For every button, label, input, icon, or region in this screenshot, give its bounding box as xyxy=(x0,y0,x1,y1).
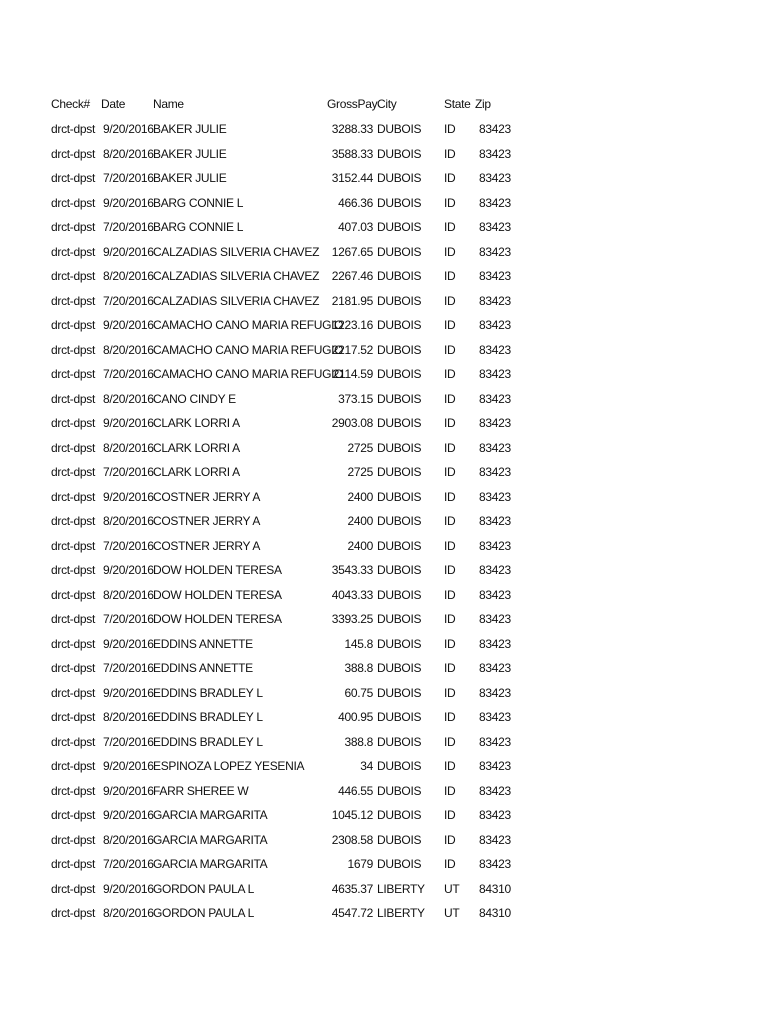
cell-state: UT xyxy=(444,906,460,920)
cell-state: ID xyxy=(444,489,456,504)
cell-name: FARR SHEREE W xyxy=(153,783,249,798)
cell-date: 8/20/2016 xyxy=(103,832,154,847)
table-row xyxy=(0,338,770,362)
table-row xyxy=(0,411,770,435)
cell-state: ID xyxy=(444,857,456,871)
cell-zip: 83423 xyxy=(479,171,511,185)
cell-state: ID xyxy=(444,367,456,381)
cell-grosspay: 400.95 xyxy=(338,710,373,724)
cell-grosspay: 4547.72 xyxy=(331,906,373,920)
cell-name: EDDINS BRADLEY L xyxy=(153,710,263,724)
cell-name: EDDINS BRADLEY L xyxy=(153,734,263,749)
table-row xyxy=(0,803,770,827)
cell-date: 8/20/2016 xyxy=(103,906,154,920)
header-city: City xyxy=(377,97,397,111)
cell-state: ID xyxy=(444,146,456,161)
header-name: Name xyxy=(153,97,184,111)
cell-state: ID xyxy=(444,563,456,577)
table-row xyxy=(0,313,770,337)
cell-check: drct-dpst xyxy=(51,293,95,308)
cell-city: DUBOIS xyxy=(377,465,422,479)
cell-date: 9/20/2016 xyxy=(103,489,154,504)
header-date: Date xyxy=(101,97,126,111)
cell-city: DUBOIS xyxy=(377,636,422,651)
cell-check: drct-dpst xyxy=(51,661,95,675)
cell-grosspay: 407.03 xyxy=(338,220,373,234)
cell-state: ID xyxy=(444,220,456,234)
cell-state: ID xyxy=(444,832,456,847)
table-row xyxy=(0,558,770,582)
cell-zip: 83423 xyxy=(479,244,511,259)
table-row xyxy=(0,240,770,264)
cell-check: drct-dpst xyxy=(51,318,95,332)
cell-grosspay: 2725 xyxy=(347,465,373,479)
cell-zip: 83423 xyxy=(479,710,511,724)
cell-name: DOW HOLDEN TERESA xyxy=(153,563,282,577)
cell-grosspay: 373.15 xyxy=(338,391,373,406)
table-row xyxy=(0,509,770,533)
cell-state: ID xyxy=(444,661,456,675)
cell-zip: 83423 xyxy=(479,832,511,847)
cell-date: 7/20/2016 xyxy=(103,857,154,871)
cell-name: EDDINS ANNETTE xyxy=(153,636,253,651)
cell-check: drct-dpst xyxy=(51,122,95,136)
cell-grosspay: 1267.65 xyxy=(331,244,373,259)
cell-check: drct-dpst xyxy=(51,538,95,553)
cell-city: DUBOIS xyxy=(377,244,422,259)
cell-grosspay: 2400 xyxy=(347,489,373,504)
cell-zip: 83423 xyxy=(479,391,511,406)
cell-grosspay: 2181.95 xyxy=(331,293,373,308)
table-row xyxy=(0,779,770,803)
cell-zip: 83423 xyxy=(479,759,511,773)
cell-grosspay: 2267.46 xyxy=(331,269,373,283)
cell-zip: 83423 xyxy=(479,440,511,455)
cell-date: 9/20/2016 xyxy=(103,416,154,430)
cell-check: drct-dpst xyxy=(51,367,95,381)
cell-city: DUBOIS xyxy=(377,489,422,504)
cell-name: BARG CONNIE L xyxy=(153,195,244,210)
cell-state: ID xyxy=(444,734,456,749)
cell-city: DUBOIS xyxy=(377,563,422,577)
cell-state: ID xyxy=(444,685,456,700)
cell-zip: 83423 xyxy=(479,612,511,626)
cell-grosspay: 34 xyxy=(360,759,373,773)
table-row xyxy=(0,877,770,901)
cell-check: drct-dpst xyxy=(51,465,95,479)
cell-city: DUBOIS xyxy=(377,416,422,430)
cell-date: 8/20/2016 xyxy=(103,440,154,455)
cell-state: ID xyxy=(444,171,456,185)
cell-zip: 83423 xyxy=(479,587,511,602)
cell-date: 7/20/2016 xyxy=(103,171,154,185)
cell-zip: 83423 xyxy=(479,857,511,871)
cell-date: 9/20/2016 xyxy=(103,808,154,822)
cell-date: 7/20/2016 xyxy=(103,465,154,479)
cell-state: ID xyxy=(444,612,456,626)
cell-date: 9/20/2016 xyxy=(103,783,154,798)
cell-city: DUBOIS xyxy=(377,318,422,332)
table-row xyxy=(0,754,770,778)
cell-zip: 83423 xyxy=(479,146,511,161)
cell-zip: 83423 xyxy=(479,489,511,504)
cell-state: ID xyxy=(444,244,456,259)
cell-name: COSTNER JERRY A xyxy=(153,538,261,553)
cell-city: DUBOIS xyxy=(377,759,422,773)
cell-city: DUBOIS xyxy=(377,122,422,136)
cell-check: drct-dpst xyxy=(51,563,95,577)
cell-name: CAMACHO CANO MARIA REFUGIO xyxy=(153,342,344,357)
cell-name: CLARK LORRI A xyxy=(153,465,240,479)
cell-state: ID xyxy=(444,783,456,798)
cell-name: GORDON PAULA L xyxy=(153,881,254,896)
cell-check: drct-dpst xyxy=(51,489,95,504)
cell-date: 8/20/2016 xyxy=(103,514,154,528)
cell-grosspay: 1045.12 xyxy=(331,808,373,822)
cell-date: 7/20/2016 xyxy=(103,293,154,308)
cell-city: DUBOIS xyxy=(377,342,422,357)
cell-state: ID xyxy=(444,195,456,210)
cell-zip: 83423 xyxy=(479,318,511,332)
cell-state: ID xyxy=(444,808,456,822)
cell-state: ID xyxy=(444,514,456,528)
cell-city: DUBOIS xyxy=(377,612,422,626)
cell-name: EDDINS BRADLEY L xyxy=(153,685,263,700)
cell-zip: 83423 xyxy=(479,783,511,798)
table-row xyxy=(0,142,770,166)
cell-city: LIBERTY xyxy=(377,906,425,920)
cell-check: drct-dpst xyxy=(51,269,95,283)
cell-date: 9/20/2016 xyxy=(103,636,154,651)
cell-check: drct-dpst xyxy=(51,808,95,822)
cell-name: CANO CINDY E xyxy=(153,391,236,406)
cell-city: DUBOIS xyxy=(377,367,422,381)
cell-name: CALZADIAS SILVERIA CHAVEZ xyxy=(153,293,320,308)
cell-zip: 83423 xyxy=(479,293,511,308)
cell-grosspay: 4635.37 xyxy=(331,881,373,896)
cell-grosspay: 1223.16 xyxy=(331,318,373,332)
cell-zip: 83423 xyxy=(479,195,511,210)
cell-date: 8/20/2016 xyxy=(103,269,154,283)
header-state: State xyxy=(444,97,471,111)
cell-city: DUBOIS xyxy=(377,783,422,798)
cell-date: 7/20/2016 xyxy=(103,367,154,381)
cell-state: ID xyxy=(444,587,456,602)
cell-check: drct-dpst xyxy=(51,195,95,210)
cell-zip: 83423 xyxy=(479,538,511,553)
cell-grosspay: 3288.33 xyxy=(331,122,373,136)
cell-city: DUBOIS xyxy=(377,857,422,871)
cell-check: drct-dpst xyxy=(51,416,95,430)
table-row xyxy=(0,852,770,876)
cell-date: 7/20/2016 xyxy=(103,538,154,553)
cell-date: 9/20/2016 xyxy=(103,195,154,210)
cell-grosspay: 2400 xyxy=(347,514,373,528)
cell-date: 7/20/2016 xyxy=(103,612,154,626)
cell-grosspay: 388.8 xyxy=(344,734,373,749)
cell-state: ID xyxy=(444,538,456,553)
cell-city: DUBOIS xyxy=(377,391,422,406)
cell-name: GARCIA MARGARITA xyxy=(153,808,268,822)
cell-date: 9/20/2016 xyxy=(103,759,154,773)
cell-name: BARG CONNIE L xyxy=(153,220,244,234)
cell-zip: 84310 xyxy=(479,881,511,896)
header-grosspay: GrossPay xyxy=(327,97,378,111)
cell-zip: 83423 xyxy=(479,342,511,357)
cell-state: ID xyxy=(444,342,456,357)
cell-grosspay: 2114.59 xyxy=(332,367,373,381)
cell-date: 8/20/2016 xyxy=(103,587,154,602)
cell-name: CAMACHO CANO MARIA REFUGIO xyxy=(153,367,344,381)
cell-grosspay: 4043.33 xyxy=(331,587,373,602)
cell-state: ID xyxy=(444,391,456,406)
cell-zip: 83423 xyxy=(479,465,511,479)
table-row xyxy=(0,485,770,509)
cell-date: 9/20/2016 xyxy=(103,318,154,332)
cell-city: DUBOIS xyxy=(377,293,422,308)
cell-zip: 83423 xyxy=(479,661,511,675)
cell-city: DUBOIS xyxy=(377,587,422,602)
header-zip: Zip xyxy=(475,97,491,111)
cell-state: ID xyxy=(444,416,456,430)
cell-check: drct-dpst xyxy=(51,342,95,357)
cell-grosspay: 466.36 xyxy=(338,195,373,210)
cell-check: drct-dpst xyxy=(51,220,95,234)
cell-zip: 83423 xyxy=(479,563,511,577)
cell-date: 9/20/2016 xyxy=(103,881,154,896)
cell-zip: 83423 xyxy=(479,122,511,136)
cell-name: GARCIA MARGARITA xyxy=(153,832,268,847)
cell-check: drct-dpst xyxy=(51,734,95,749)
cell-state: ID xyxy=(444,318,456,332)
cell-date: 8/20/2016 xyxy=(103,342,154,357)
cell-state: ID xyxy=(444,465,456,479)
cell-name: BAKER JULIE xyxy=(153,146,227,161)
cell-grosspay: 2308.58 xyxy=(331,832,373,847)
cell-city: DUBOIS xyxy=(377,269,422,283)
cell-check: drct-dpst xyxy=(51,587,95,602)
cell-check: drct-dpst xyxy=(51,759,95,773)
table-row xyxy=(0,730,770,754)
table-row xyxy=(0,191,770,215)
cell-state: ID xyxy=(444,636,456,651)
cell-city: DUBOIS xyxy=(377,832,422,847)
cell-city: DUBOIS xyxy=(377,220,422,234)
table-row xyxy=(0,387,770,411)
table-row xyxy=(0,607,770,631)
cell-date: 7/20/2016 xyxy=(103,734,154,749)
cell-grosspay: 388.8 xyxy=(344,661,373,675)
table-row xyxy=(0,656,770,680)
table-row xyxy=(0,362,770,386)
cell-check: drct-dpst xyxy=(51,906,95,920)
cell-date: 7/20/2016 xyxy=(103,661,154,675)
cell-zip: 83423 xyxy=(479,269,511,283)
cell-name: CLARK LORRI A xyxy=(153,416,240,430)
cell-grosspay: 3543.33 xyxy=(331,563,373,577)
cell-check: drct-dpst xyxy=(51,440,95,455)
header-row xyxy=(0,92,770,116)
cell-name: BAKER JULIE xyxy=(153,122,227,136)
cell-check: drct-dpst xyxy=(51,244,95,259)
cell-date: 8/20/2016 xyxy=(103,710,154,724)
cell-name: GORDON PAULA L xyxy=(153,906,254,920)
cell-city: DUBOIS xyxy=(377,685,422,700)
cell-zip: 83423 xyxy=(479,514,511,528)
cell-zip: 83423 xyxy=(479,367,511,381)
cell-check: drct-dpst xyxy=(51,710,95,724)
cell-name: COSTNER JERRY A xyxy=(153,489,261,504)
cell-city: DUBOIS xyxy=(377,440,422,455)
cell-city: DUBOIS xyxy=(377,146,422,161)
table-row xyxy=(0,166,770,190)
cell-zip: 83423 xyxy=(479,416,511,430)
cell-state: ID xyxy=(444,269,456,283)
cell-grosspay: 3393.25 xyxy=(331,612,373,626)
table-row xyxy=(0,705,770,729)
cell-date: 9/20/2016 xyxy=(103,122,154,136)
cell-date: 8/20/2016 xyxy=(103,146,154,161)
cell-date: 8/20/2016 xyxy=(103,391,154,406)
cell-name: CAMACHO CANO MARIA REFUGIO xyxy=(153,318,344,332)
cell-city: DUBOIS xyxy=(377,710,422,724)
cell-check: drct-dpst xyxy=(51,832,95,847)
table-row xyxy=(0,828,770,852)
table-row xyxy=(0,264,770,288)
cell-grosspay: 1679 xyxy=(347,857,373,871)
cell-date: 9/20/2016 xyxy=(103,685,154,700)
table-row xyxy=(0,436,770,460)
cell-city: DUBOIS xyxy=(377,514,422,528)
cell-state: ID xyxy=(444,440,456,455)
table-row xyxy=(0,632,770,656)
cell-name: BAKER JULIE xyxy=(153,171,227,185)
cell-city: DUBOIS xyxy=(377,195,422,210)
table-row xyxy=(0,117,770,141)
cell-check: drct-dpst xyxy=(51,881,95,896)
cell-zip: 83423 xyxy=(479,685,511,700)
table-row xyxy=(0,460,770,484)
cell-date: 9/20/2016 xyxy=(103,563,154,577)
cell-city: DUBOIS xyxy=(377,734,422,749)
cell-state: ID xyxy=(444,293,456,308)
cell-zip: 84310 xyxy=(479,906,511,920)
cell-check: drct-dpst xyxy=(51,391,95,406)
cell-grosspay: 446.55 xyxy=(338,783,373,798)
cell-state: ID xyxy=(444,710,456,724)
cell-grosspay: 2400 xyxy=(347,538,373,553)
header-check: Check# xyxy=(51,97,90,111)
cell-grosspay: 2725 xyxy=(347,440,373,455)
cell-state: ID xyxy=(444,759,456,773)
cell-date: 9/20/2016 xyxy=(103,244,154,259)
cell-name: EDDINS ANNETTE xyxy=(153,661,253,675)
cell-check: drct-dpst xyxy=(51,857,95,871)
cell-name: DOW HOLDEN TERESA xyxy=(153,587,282,602)
cell-check: drct-dpst xyxy=(51,783,95,798)
cell-name: COSTNER JERRY A xyxy=(153,514,261,528)
cell-city: DUBOIS xyxy=(377,538,422,553)
cell-city: DUBOIS xyxy=(377,808,422,822)
table-row xyxy=(0,289,770,313)
cell-city: DUBOIS xyxy=(377,661,422,675)
cell-zip: 83423 xyxy=(479,220,511,234)
cell-grosspay: 2903.08 xyxy=(331,416,373,430)
cell-name: DOW HOLDEN TERESA xyxy=(153,612,282,626)
cell-name: GARCIA MARGARITA xyxy=(153,857,268,871)
cell-city: DUBOIS xyxy=(377,171,422,185)
cell-check: drct-dpst xyxy=(51,514,95,528)
cell-grosspay: 3152.44 xyxy=(331,171,373,185)
cell-name: CALZADIAS SILVERIA CHAVEZ xyxy=(153,244,320,259)
cell-grosspay: 145.8 xyxy=(344,636,373,651)
cell-name: CLARK LORRI A xyxy=(153,440,240,455)
cell-zip: 83423 xyxy=(479,734,511,749)
cell-name: ESPINOZA LOPEZ YESENIA xyxy=(153,759,305,773)
table-row xyxy=(0,534,770,558)
cell-city: LIBERTY xyxy=(377,881,425,896)
table-row xyxy=(0,681,770,705)
table-row xyxy=(0,583,770,607)
cell-check: drct-dpst xyxy=(51,685,95,700)
cell-check: drct-dpst xyxy=(51,612,95,626)
cell-name: CALZADIAS SILVERIA CHAVEZ xyxy=(153,269,320,283)
cell-check: drct-dpst xyxy=(51,146,95,161)
cell-grosspay: 60.75 xyxy=(344,685,373,700)
cell-check: drct-dpst xyxy=(51,171,95,185)
cell-state: UT xyxy=(444,881,460,896)
cell-check: drct-dpst xyxy=(51,636,95,651)
cell-zip: 83423 xyxy=(479,636,511,651)
cell-date: 7/20/2016 xyxy=(103,220,154,234)
cell-grosspay: 3588.33 xyxy=(331,146,373,161)
cell-zip: 83423 xyxy=(479,808,511,822)
cell-grosspay: 2217.52 xyxy=(331,342,373,357)
table-row xyxy=(0,901,770,925)
table-row xyxy=(0,215,770,239)
cell-state: ID xyxy=(444,122,456,136)
